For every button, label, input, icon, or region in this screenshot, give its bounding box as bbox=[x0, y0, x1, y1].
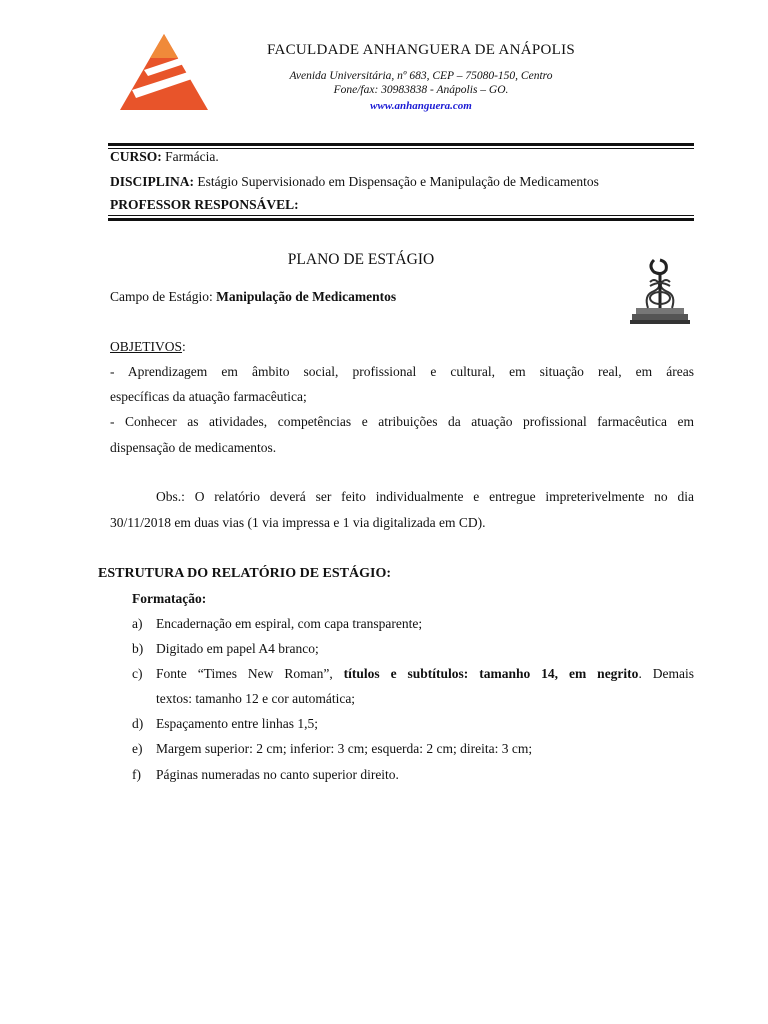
objective-2-line-2: dispensação de medicamentos. bbox=[110, 440, 277, 455]
list-marker-b: b) bbox=[132, 641, 144, 656]
disciplina-value: Estágio Supervisionado em Dispensação e Manipulação de Medicamentos bbox=[197, 174, 599, 189]
disciplina-line bbox=[110, 174, 599, 190]
disciplina-label: DISCIPLINA: bbox=[110, 174, 195, 189]
campo-label: Campo de Estágio: bbox=[110, 289, 213, 304]
list-marker-e: e) bbox=[132, 741, 143, 756]
anhanguera-logo bbox=[118, 32, 210, 112]
obs-line-2: 30/11/2018 em duas vias (1 via impressa e 1 via digitalizada em CD). bbox=[110, 515, 486, 530]
objectives-heading-text: OBJETIVOS bbox=[110, 339, 183, 354]
list-item-a: Encadernação em espiral, com capa transparente; bbox=[156, 616, 423, 631]
list-item-d: Espaçamento entre linhas 1,5; bbox=[156, 716, 318, 731]
list-item-b: Digitado em papel A4 branco; bbox=[156, 641, 319, 656]
list-marker-a: a) bbox=[132, 616, 143, 631]
institution-website[interactable]: www.anhanguera.com bbox=[370, 100, 472, 112]
list-item-e: Margem superior: 2 cm; inferior: 3 cm; esquerda: 2 cm; direita: 3 cm; bbox=[156, 741, 533, 756]
formatting-subheading: Formatação: bbox=[132, 591, 207, 606]
curso-value: Farmácia. bbox=[165, 149, 219, 164]
objective-2-line-1: - Conhecer as atividades, competências e atribuições da atuação profissional farmacêutica em bbox=[110, 414, 694, 429]
objectives-heading: OBJETIVOS: bbox=[110, 339, 186, 354]
list-marker-c: c) bbox=[132, 666, 143, 681]
divider-bottom-thin bbox=[108, 215, 694, 216]
professor-line bbox=[110, 197, 299, 213]
divider-bottom bbox=[108, 218, 694, 221]
divider-top bbox=[108, 143, 694, 146]
list-marker-d: d) bbox=[132, 716, 144, 731]
objective-1-line-1: - Aprendizagem em âmbito social, profissional e cultural, em situação real, em áreas bbox=[110, 364, 694, 379]
list-item-c-line-2: textos: tamanho 12 e cor automática; bbox=[156, 691, 356, 706]
campo-line bbox=[110, 289, 396, 305]
campo-value: Manipulação de Medicamentos bbox=[216, 289, 397, 304]
curso-line bbox=[110, 149, 219, 165]
list-item-f: Páginas numeradas no canto superior direito. bbox=[156, 767, 399, 782]
address-line-2: Fone/fax: 30983838 - Anápolis – GO. bbox=[333, 84, 509, 96]
curso-label: CURSO: bbox=[110, 149, 162, 164]
list-marker-f: f) bbox=[132, 767, 141, 782]
address-line-1: Avenida Universitária, nº 683, CEP – 75080-150, Centro bbox=[289, 70, 553, 82]
page-title: PLANO DE ESTÁGIO bbox=[287, 251, 435, 268]
obs-line-1: Obs.: O relatório deverá ser feito individualmente e entregue impreterivelmente no dia bbox=[156, 489, 694, 504]
pharmacy-caduceus-icon bbox=[628, 252, 692, 326]
institution-address bbox=[200, 69, 642, 97]
institution-name: FACULDADE ANHANGUERA DE ANÁPOLIS bbox=[266, 42, 576, 58]
professor-label: PROFESSOR RESPONSÁVEL: bbox=[110, 197, 299, 212]
structure-heading: ESTRUTURA DO RELATÓRIO DE ESTÁGIO: bbox=[98, 566, 392, 581]
list-item-c: Fonte “Times New Roman”, títulos e subtítulos: tamanho 14, em negrito. Demais bbox=[156, 666, 694, 681]
objective-1-line-2: específicas da atuação farmacêutica; bbox=[110, 389, 307, 404]
